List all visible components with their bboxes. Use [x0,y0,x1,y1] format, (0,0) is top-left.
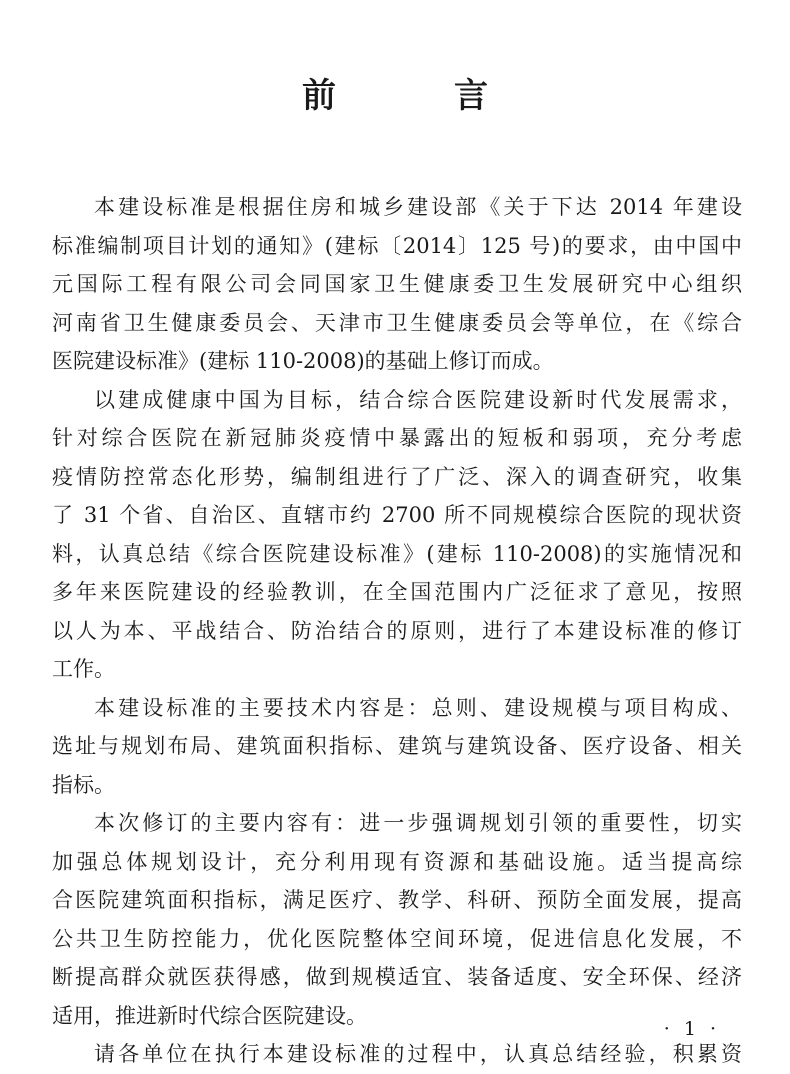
text-line: 加强总体规划设计，充分利用现有资源和基础设施。适当提高综 [52,849,742,874]
text-line: 选址与规划布局、建筑面积指标、建筑与建筑设备、医疗设备、相关 [52,734,742,758]
text-line: 多年来医院建设的经验教训，在全国范围内广泛征求了意见，按照 [52,580,742,604]
paragraph [52,188,742,381]
paragraph [52,804,742,1035]
paragraph [52,689,742,805]
page-title: 前 言 [302,76,530,116]
paragraph [52,1035,742,1074]
text-line: 本次修订的主要内容有：进一步强调规划引领的重要性，切实 [94,811,742,835]
text-line: 料，认真总结《综合医院建设标准》(建标 110-2008)的实施情况和 [52,541,742,566]
text-line: 请各单位在执行本建设标准的过程中，认真总结经验，积累资 [94,1042,742,1066]
paragraph [52,381,742,689]
text-line: 以人为本、平战结合、防治结合的原则，进行了本建设标准的修订 [52,618,742,643]
text-line: 标准编制项目计划的通知》(建标〔2014〕125 号)的要求，由中国中 [52,233,742,258]
text-line: 疫情防控常态化形势，编制组进行了广泛、深入的调查研究，收集 [52,464,742,489]
text-line: 元国际工程有限公司会同国家卫生健康委卫生发展研究中心组织 [52,272,742,296]
document-body [52,188,742,1074]
text-line: 了 31 个省、自治区、直辖市约 2700 所不同规模综合医院的现状资 [52,503,742,527]
text-line: 合医院建筑面积指标，满足医疗、教学、科研、预防全面发展，提高 [52,888,742,912]
text-line: 指标。 [52,772,115,797]
text-line: 针对综合医院在新冠肺炎疫情中暴露出的短板和弱项，充分考虑 [52,426,742,450]
page-number: · 1 · [663,1018,720,1040]
text-line: 以建成健康中国为目标，结合综合医院建设新时代发展需求， [94,387,742,412]
text-line: 断提高群众就医获得感，做到规模适宜、装备适度、安全环保、经济 [52,965,742,989]
text-line: 工作。 [52,657,115,681]
text-line: 本建设标准的主要技术内容是：总则、建设规模与项目构成、 [94,695,742,720]
text-line: 医院建设标准》(建标 110-2008)的基础上修订而成。 [52,349,554,373]
text-line: 公共卫生防控能力，优化医院整体空间环境，促进信息化发展，不 [52,926,742,951]
text-line: 适用，推进新时代综合医院建设。 [52,1003,367,1028]
text-line: 本建设标准是根据住房和城乡建设部《关于下达 2014 年建设 [94,195,742,219]
text-line: 河南省卫生健康委员会、天津市卫生健康委员会等单位，在《综合 [52,310,742,335]
